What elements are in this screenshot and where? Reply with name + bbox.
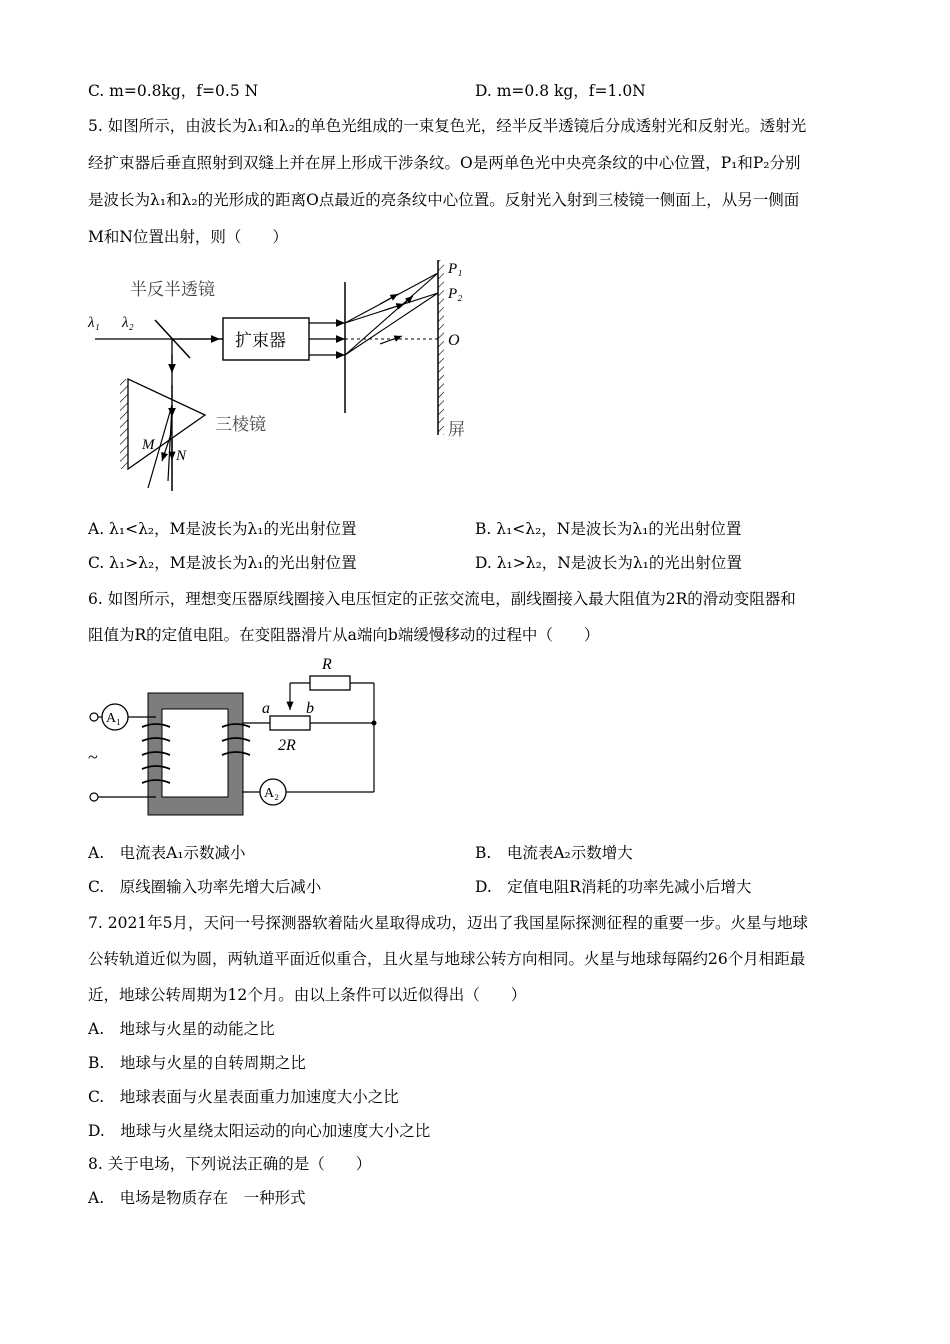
q5-option-c: C. λ₁>λ₂，M是波长为λ₁的光出射位置 bbox=[88, 554, 357, 572]
q5-option-d: D. λ₁>λ₂，N是波长为λ₁的光出射位置 bbox=[475, 554, 742, 572]
label-a2: A₂ bbox=[264, 786, 279, 801]
q5-stem-line-4: M和N位置出射，则（ ） bbox=[88, 228, 288, 246]
prism-wall-hatch bbox=[120, 379, 128, 469]
label-m: M bbox=[142, 437, 155, 453]
q5-optics-figure bbox=[80, 255, 480, 495]
label-b: b bbox=[306, 700, 314, 717]
label-p2: P₂ bbox=[448, 286, 463, 302]
label-lambda2: λ₂ bbox=[122, 315, 134, 331]
q4-option-c: C. m=0.8kg，f=0.5 N bbox=[88, 82, 259, 100]
q6-stem-line-2: 阻值为R的定值电阻。在变阻器滑片从a端向b端缓慢移动的过程中（ ） bbox=[88, 626, 600, 644]
label-n: N bbox=[176, 448, 187, 464]
rheostat-2r bbox=[270, 716, 310, 730]
q6-option-a: A. 电流表A₁示数减小 bbox=[88, 844, 246, 862]
q5-stem-line-1: 5. 如图所示，由波长为λ₁和λ₂的单色光组成的一束复色光，经半反半透镜后分成透射光和反射光。透射光 bbox=[88, 117, 807, 135]
label-ac-source: ~ bbox=[88, 747, 98, 767]
label-half-mirror: 半反半透镜 bbox=[130, 280, 215, 299]
q6-option-d: D. 定值电阻R消耗的功率先减小后增大 bbox=[475, 878, 752, 896]
label-o: O bbox=[448, 332, 460, 349]
label-expander: 扩束器 bbox=[235, 331, 286, 350]
label-prism: 三棱镜 bbox=[215, 415, 266, 434]
fixed-resistor-r bbox=[310, 676, 350, 690]
q6-option-b: B. 电流表A₂示数增大 bbox=[475, 844, 633, 862]
label-lambda1: λ₁ bbox=[88, 315, 100, 331]
label-p1: P₁ bbox=[448, 261, 463, 277]
screen-hatch bbox=[438, 260, 444, 435]
q7-option-c: C. 地球表面与火星表面重力加速度大小之比 bbox=[88, 1088, 399, 1106]
q5-option-b: B. λ₁<λ₂，N是波长为λ₁的光出射位置 bbox=[475, 520, 742, 538]
q5-stem-line-2: 经扩束器后垂直照射到双缝上并在屏上形成干涉条纹。O是两单色光中央亮条纹的中心位置，P₁和P₂分别 bbox=[88, 154, 801, 172]
q8-option-a: A. 电场是物质存在 一种形式 bbox=[88, 1189, 306, 1207]
q6-transformer-figure bbox=[82, 655, 392, 820]
label-a: a bbox=[262, 700, 270, 717]
q5-stem-line-3: 是波长为λ₁和λ₂的光形成的距离O点最近的亮条纹中心位置。反射光入射到三棱镜一侧面上，从另一侧面 bbox=[88, 191, 800, 209]
q8-stem: 8. 关于电场，下列说法正确的是（ ） bbox=[88, 1155, 372, 1173]
q7-stem-line-2: 公转轨道近似为圆，两轨道平面近似重合，且火星与地球公转方向相同。火星与地球每隔约26个月相距最 bbox=[88, 950, 806, 968]
q7-stem-line-3: 近，地球公转周期为12个月。由以上条件可以近似得出（ ） bbox=[88, 986, 527, 1004]
label-screen: 屏 bbox=[448, 420, 465, 439]
q6-stem-line-1: 6. 如图所示，理想变压器原线圈接入电压恒定的正弦交流电，副线圈接入最大阻值为2R的滑动变阻器和 bbox=[88, 590, 796, 608]
label-2r: 2R bbox=[278, 737, 296, 754]
label-r: R bbox=[322, 656, 332, 673]
q7-option-b: B. 地球与火星的自转周期之比 bbox=[88, 1054, 306, 1072]
q7-option-a: A. 地球与火星的动能之比 bbox=[88, 1020, 275, 1038]
q7-stem-line-1: 7. 2021年5月，天问一号探测器软着陆火星取得成功，迈出了我国星际探测征程的重要一步。火星与地球 bbox=[88, 914, 809, 932]
q4-option-d: D. m=0.8 kg，f=1.0N bbox=[475, 82, 646, 100]
label-a1: A₁ bbox=[106, 711, 121, 726]
q5-option-a: A. λ₁<λ₂，M是波长为λ₁的光出射位置 bbox=[88, 520, 357, 538]
q7-option-d: D. 地球与火星绕太阳运动的向心加速度大小之比 bbox=[88, 1122, 431, 1140]
q6-option-c: C. 原线圈输入功率先增大后减小 bbox=[88, 878, 322, 896]
